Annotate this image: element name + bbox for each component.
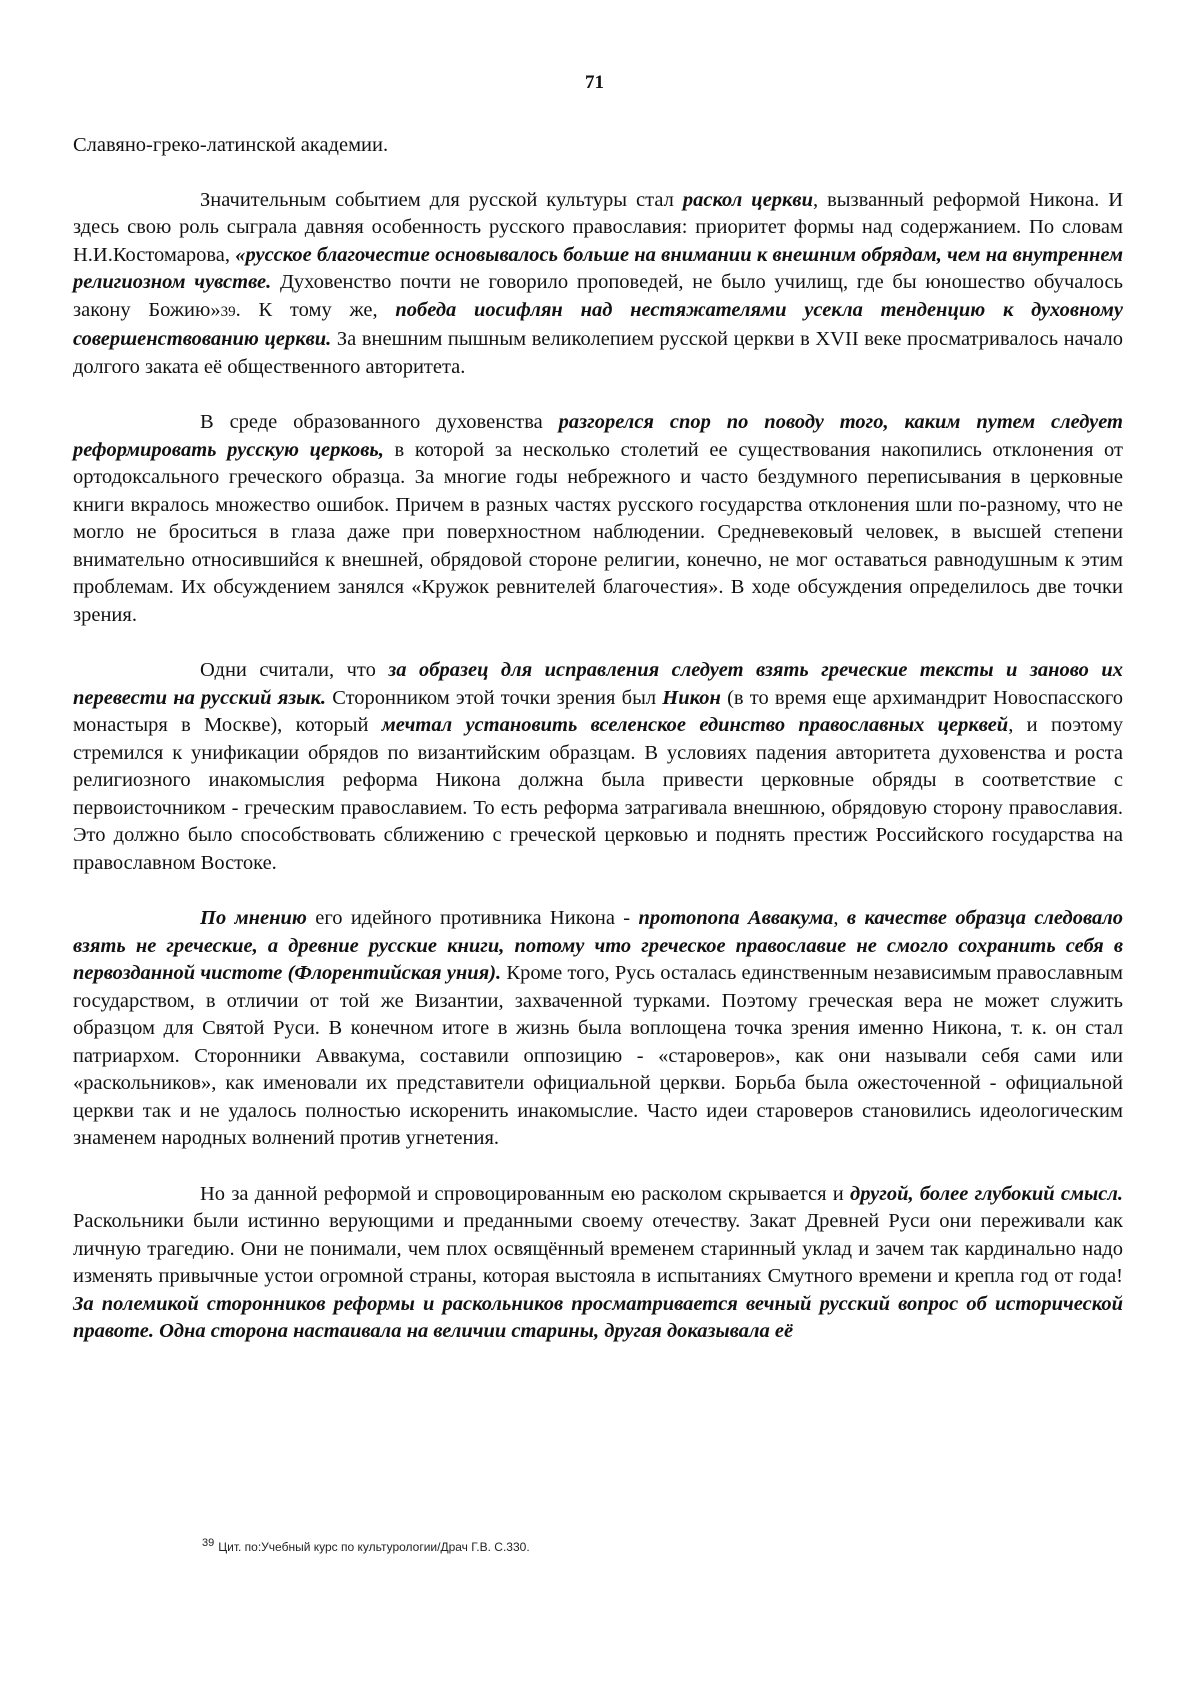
- text-run: его идейного противника Никона -: [306, 907, 639, 929]
- text-run: Сторонником этой точки зрения был: [326, 686, 663, 709]
- emphasis-run: протопопа Аввакума: [638, 907, 834, 929]
- paragraph-1: [73, 187, 1123, 382]
- emphasis-run: мечтал установить вселенское единство православных церквей: [381, 714, 1009, 736]
- text-run: В среде образованного духовенства: [200, 411, 559, 433]
- footnote-text: Цит. по:Учебный курс по культурологии/Драч Г.В. С.330.: [218, 1540, 530, 1554]
- text-run: Славяно-греко-латинской академии.: [73, 134, 389, 156]
- text-run: ,: [833, 907, 847, 929]
- emphasis-run: «русское благочестие основывалось больше на внимании к внешним обрядам, чем на внутреннем религиозном чувстве.: [73, 243, 1123, 293]
- text-run: Значительным событием для русской культуры стал: [200, 188, 683, 211]
- paragraph-3: [73, 657, 1123, 877]
- paragraph-0: [73, 132, 1123, 160]
- emphasis-run: другой, более глубокий смысл.: [850, 1182, 1123, 1205]
- footnote-reference: 39: [220, 303, 236, 320]
- text-run: Кроме того, Русь осталась единственным независимым православным государством, в отличии от той же Византии, захваченной турками. Поэтому греческая вера не может служить образцом для Святой Руси. В конечном итоге в жизнь была воплощена точка зрения именно Никона, т. к. он стал патриархом. Сторонники Аввакума, составили оппозицию - «староверов», как они называли себя сами или «раскольников», как именовали их представители официальной церкви. Борьба была ожесточенной - официальной церкви так и не удалось полностью искоренить инакомыслие. Часто идеи староверов становились идеологическим знаменем народных волнений против угнетения.: [73, 962, 1123, 1149]
- footnote: [202, 1537, 530, 1554]
- emphasis-run: разгорелся спор по поводу того, каким путем следует реформировать русскую церковь,: [73, 411, 1123, 461]
- text-run: Но за данной реформой и спровоцированным ею расколом скрывается и: [200, 1182, 851, 1205]
- page-number: 71: [585, 72, 604, 93]
- text-run: в которой за несколько столетий ее существования накопились отклонения от ортодоксального греческого образца. За многие годы небрежного и часто бездумного переписывания в церковные книги вкралось множество ошибок. Причем в разных частях русского государства отклонения шли по-разному, что не могло не броситься в глаза даже при поверхностном наблюдении. Средневековый человек, в высшей степени внимательно относившийся к внешней, обрядовой стороне религии, конечно, не мог оставаться равнодушным к этим проблемам. Их обсуждением занялся «Кружок ревнителей благочестия». В ходе обсуждения определилось две точки зрения.: [73, 438, 1123, 626]
- emphasis-run: Никон: [662, 686, 721, 709]
- text-run: За внешним пышным великолепием русской церкви в XVII веке просматривалось начало долгого заката её общественного авторитета.: [73, 328, 1123, 378]
- footnote-number: 39: [202, 1537, 215, 1549]
- paragraph-5: [73, 1181, 1123, 1346]
- text-run: . К тому же,: [235, 298, 396, 321]
- emphasis-run: раскол церкви: [682, 188, 813, 211]
- text-run: Раскольники были истинно верующими и преданными своему отечеству. Закат Древней Руси они переживали как личную трагедию. Они не понимали, чем плох освящённый временем старинный уклад и зачем так кардинально надо изменять привычные устои огромной страны, которая выстояла в испытаниях Смутного времени и крепла год от года!: [73, 1210, 1123, 1287]
- text-run: Одни считали, что: [200, 659, 389, 681]
- emphasis-run: По мнению: [200, 907, 307, 929]
- paragraph-4: [73, 905, 1123, 1153]
- body-text: [73, 132, 1123, 1374]
- text-run: (в то время еще архимандрит Новоспасского монастыря в Москве), который: [73, 686, 1123, 736]
- emphasis-run: за образец для исправления следует взять греческие тексты и заново их перевести на русский язык.: [73, 659, 1124, 709]
- emphasis-run: победа иосифлян над нестяжателями усекла тенденцию к духовному совершенствованию церкви.: [73, 298, 1124, 350]
- emphasis-run: в качестве образца следовало взять не греческие, а древние русские книги, потому что греческое православие не смогло сохранить себя в первозданной чистоте (Флорентийская уния).: [73, 907, 1123, 984]
- text-run: , вызванный реформой Никона. И здесь свою роль сыграла давняя особенность русского православия: приоритет формы над содержанием. По словам Н.И.Костомарова,: [73, 188, 1123, 266]
- paragraph-2: [73, 409, 1123, 629]
- emphasis-run: За полемикой сторонников реформы и раскольников просматривается вечный русский вопрос об исторической правоте. Одна сторона настаивала на величии старины, другая доказывала её: [73, 1292, 1123, 1342]
- text-run: , и поэтому стремился к унификации обрядов по византийским образцам. В условиях падения авторитета духовенства и роста религиозного инакомыслия реформа Никона должна была привести церковные обряды в соответствие с первоисточником - греческим православием. То есть реформа затрагивала внешнюю, обрядовую сторону православия. Это должно было способствовать сближению с греческой церковью и поднять престиж Российского государства на православном Востоке.: [73, 714, 1123, 874]
- text-run: Духовенство почти не говорило проповедей, не было училищ, где бы юношество обучалось закону Божию»: [73, 271, 1123, 321]
